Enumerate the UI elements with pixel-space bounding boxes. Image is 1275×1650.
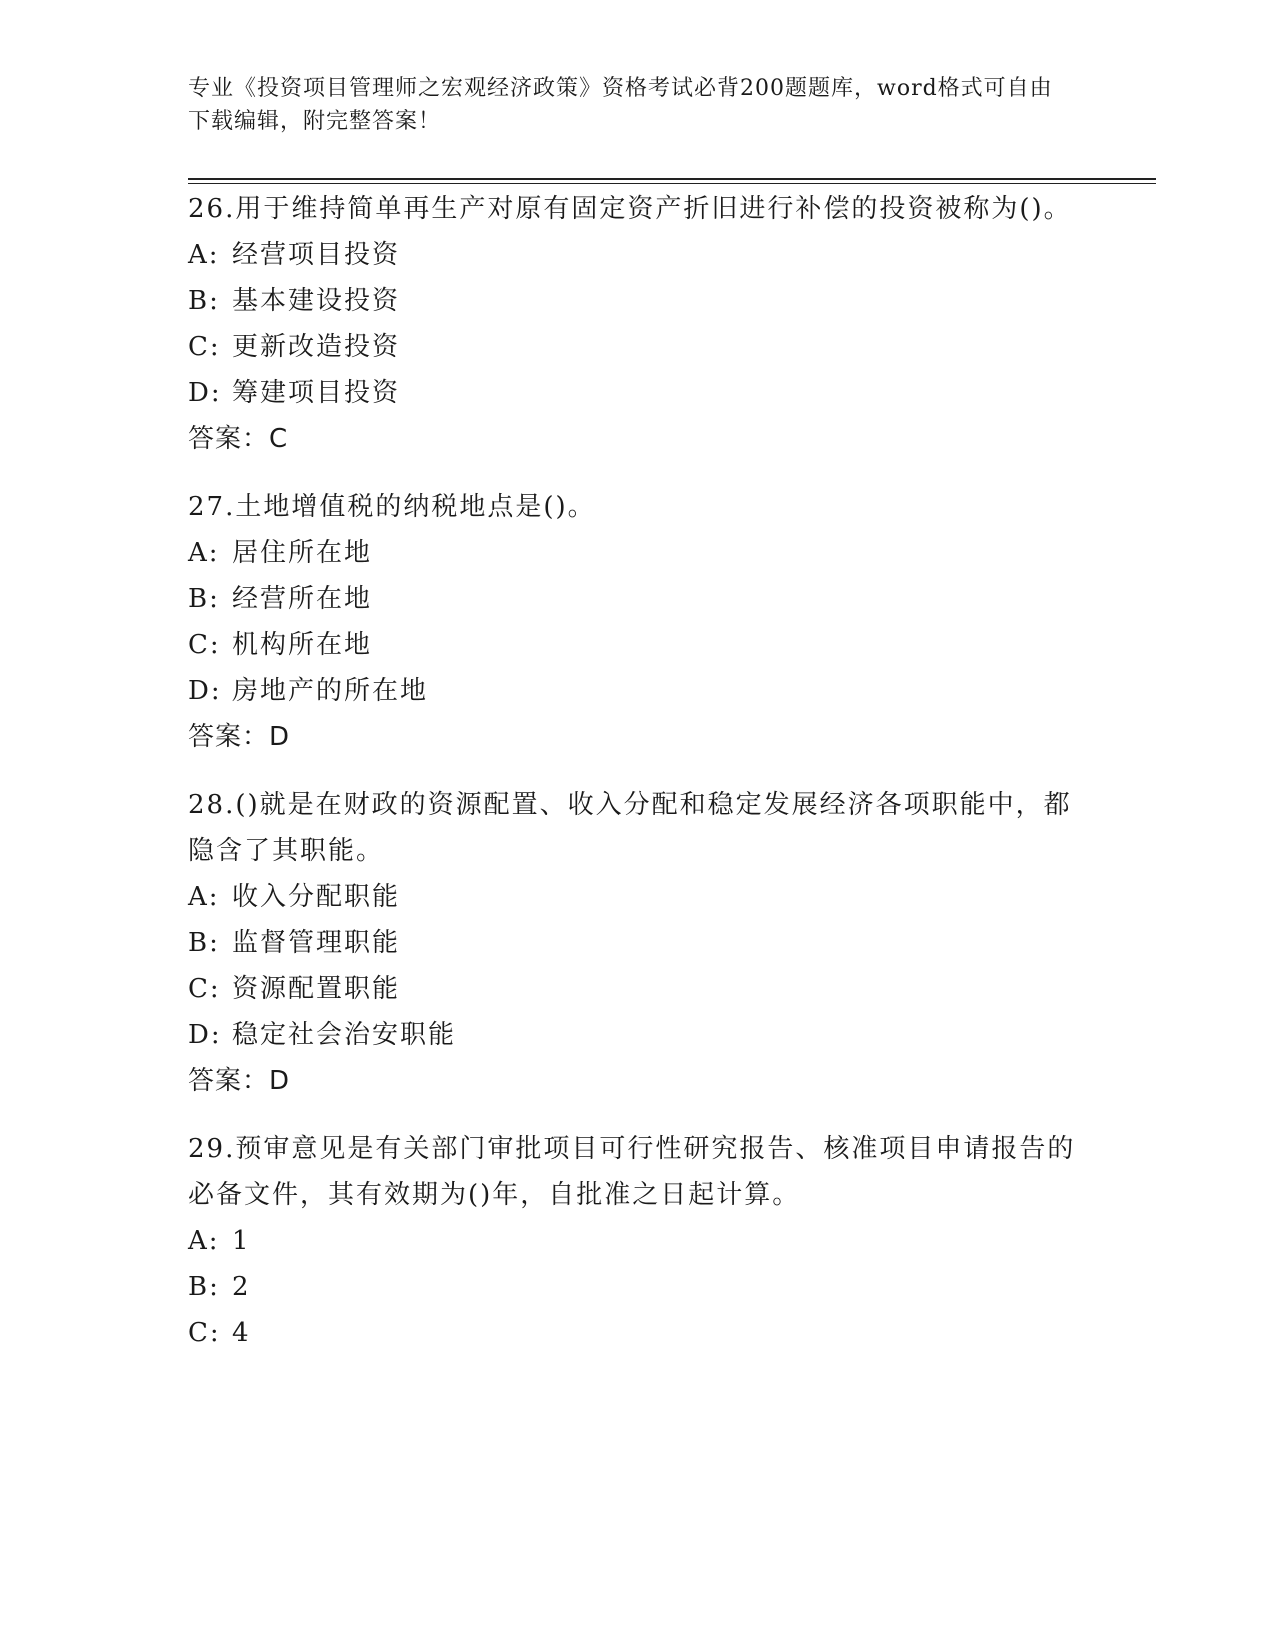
option-text: 收入分配职能 bbox=[232, 882, 401, 912]
question-27 bbox=[188, 484, 1078, 760]
option-key: B: bbox=[188, 928, 220, 958]
question-29 bbox=[188, 1126, 1078, 1356]
option-key: A: bbox=[188, 240, 220, 270]
option-key: C: bbox=[188, 1318, 221, 1348]
answer: 答案：D bbox=[188, 722, 291, 752]
option-key: B: bbox=[188, 1272, 220, 1302]
option-list bbox=[188, 232, 1078, 416]
option-text: 资源配置职能 bbox=[232, 974, 401, 1004]
option-text: 监督管理职能 bbox=[232, 928, 401, 958]
option-text: 4 bbox=[232, 1318, 251, 1348]
answer: 答案：C bbox=[188, 424, 289, 454]
option-text: 稳定社会治安职能 bbox=[232, 1020, 457, 1050]
option-text: 居住所在地 bbox=[232, 538, 373, 568]
option-key: C: bbox=[188, 332, 221, 362]
question-text: 26.用于维持简单再生产对原有固定资产折旧进行补偿的投资被称为()。 bbox=[188, 194, 1072, 224]
option-a bbox=[188, 232, 1078, 278]
header-divider bbox=[188, 178, 1156, 184]
option-key: A: bbox=[188, 882, 220, 912]
option-text: 基本建设投资 bbox=[232, 286, 401, 316]
option-key: A: bbox=[188, 538, 220, 568]
option-text: 机构所在地 bbox=[232, 630, 373, 660]
option-c bbox=[188, 966, 1078, 1012]
option-key: C: bbox=[188, 974, 221, 1004]
option-key: D: bbox=[188, 676, 222, 706]
option-b bbox=[188, 920, 1078, 966]
answer: 答案：D bbox=[188, 1066, 291, 1096]
option-b bbox=[188, 576, 1078, 622]
option-key: D: bbox=[188, 1020, 222, 1050]
option-a bbox=[188, 874, 1078, 920]
document-header: 专业《投资项目管理师之宏观经济政策》资格考试必背200题题库，word格式可自由下载编辑，附完整答案！ bbox=[188, 76, 1053, 134]
option-c bbox=[188, 622, 1078, 668]
option-text: 1 bbox=[232, 1226, 251, 1256]
option-a bbox=[188, 530, 1078, 576]
option-key: A: bbox=[188, 1226, 220, 1256]
option-key: D: bbox=[188, 378, 222, 408]
option-d bbox=[188, 1012, 1078, 1058]
option-text: 经营所在地 bbox=[232, 584, 373, 614]
option-text: 更新改造投资 bbox=[232, 332, 401, 362]
question-28 bbox=[188, 782, 1078, 1104]
option-c bbox=[188, 324, 1078, 370]
option-a bbox=[188, 1218, 1078, 1264]
question-list bbox=[188, 186, 1078, 1378]
option-list bbox=[188, 1218, 1078, 1356]
option-key: C: bbox=[188, 630, 221, 660]
option-b bbox=[188, 1264, 1078, 1310]
option-list bbox=[188, 530, 1078, 714]
option-text: 筹建项目投资 bbox=[232, 378, 401, 408]
option-b bbox=[188, 278, 1078, 324]
option-text: 房地产的所在地 bbox=[232, 676, 429, 706]
option-d bbox=[188, 370, 1078, 416]
question-text: 28.()就是在财政的资源配置、收入分配和稳定发展经济各项职能中，都隐含了其职能。 bbox=[188, 790, 1072, 866]
option-text: 经营项目投资 bbox=[232, 240, 401, 270]
question-26 bbox=[188, 186, 1078, 462]
option-c bbox=[188, 1310, 1078, 1356]
option-key: B: bbox=[188, 584, 220, 614]
option-list bbox=[188, 874, 1078, 1058]
option-d bbox=[188, 668, 1078, 714]
question-text: 27.土地增值税的纳税地点是()。 bbox=[188, 492, 596, 522]
option-text: 2 bbox=[232, 1272, 251, 1302]
option-key: B: bbox=[188, 286, 220, 316]
question-text: 29.预审意见是有关部门审批项目可行性研究报告、核准项目申请报告的必备文件，其有效期为()年，自批准之日起计算。 bbox=[188, 1134, 1076, 1210]
